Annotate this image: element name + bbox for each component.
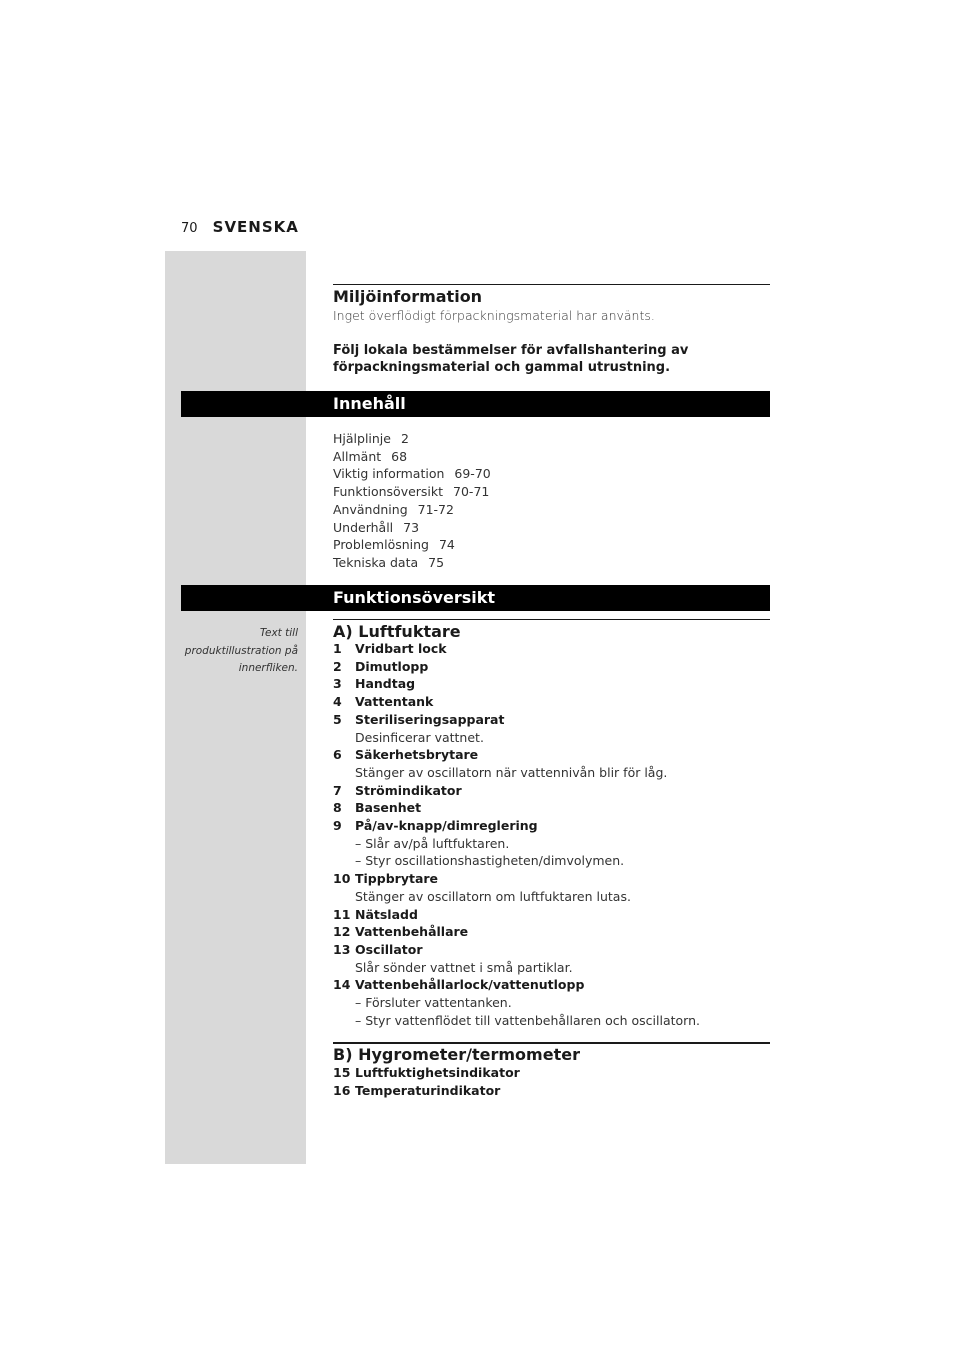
toc-label: Tekniska data <box>333 554 419 570</box>
item-label: Oscillator <box>355 941 423 957</box>
toc-page: 73 <box>403 519 420 535</box>
list-item <box>333 1064 520 1082</box>
item-number: 16 <box>333 1082 351 1098</box>
item-description: Slår sönder vattnet i små partiklar. <box>355 959 573 975</box>
item-number: 12 <box>333 924 351 940</box>
item-number: 3 <box>333 676 342 692</box>
item-number: 8 <box>333 800 342 816</box>
toc-page: 70-71 <box>453 484 490 500</box>
item-number: 4 <box>333 694 342 710</box>
item-description: Stänger av oscillatorn om luftfuktaren lutas. <box>355 888 631 904</box>
item-label: På/av-knapp/dimreglering <box>355 818 538 834</box>
toc-label: Användning <box>333 501 408 517</box>
list-item <box>333 923 700 941</box>
section-rule <box>333 284 770 285</box>
toc-item <box>333 519 491 537</box>
item-number: 7 <box>333 782 342 798</box>
list-item <box>333 658 700 676</box>
item-number: 6 <box>333 747 342 763</box>
section-a-list <box>333 640 700 1029</box>
item-label: Tippbrytare <box>355 871 439 887</box>
item-description: – Slår av/på luftfuktaren. <box>355 835 510 851</box>
item-number: 13 <box>333 941 351 957</box>
toc-item <box>333 536 491 554</box>
item-label: Nätsladd <box>355 906 418 922</box>
toc-page: 69-70 <box>454 466 491 482</box>
item-label: Vridbart lock <box>355 641 447 656</box>
miljo-text: Inget överflödigt förpackningsmaterial har använts. <box>333 308 655 323</box>
item-description: Stänger av oscillatorn när vattennivån blir för låg. <box>355 764 668 780</box>
item-description: – Styr vattenflödet till vattenbehållaren och oscillatorn. <box>355 1012 700 1028</box>
side-note-line: Text till <box>259 627 298 639</box>
list-item <box>333 906 700 924</box>
section-rule <box>333 619 770 620</box>
toc-label: Allmänt <box>333 448 382 464</box>
item-description: – Försluter vattentanken. <box>355 995 512 1011</box>
item-number: 14 <box>333 977 351 993</box>
list-item <box>333 976 700 1029</box>
item-label: Vattenbehållarlock/vattenutlopp <box>355 977 585 993</box>
toc-item <box>333 430 491 448</box>
side-note <box>180 625 298 678</box>
list-item <box>333 746 700 781</box>
page-number: 70 <box>181 221 198 236</box>
item-label: Vattenbehållare <box>355 924 469 940</box>
section-a-title: A) Luftfuktare <box>333 622 461 641</box>
side-note-line: innerfliken. <box>238 662 298 674</box>
toc-page: 75 <box>428 554 445 570</box>
item-label: Handtag <box>355 676 416 692</box>
toc-label: Problemlösning <box>333 537 429 553</box>
list-item <box>333 640 700 658</box>
item-description: – Styr oscillationshastigheten/dimvolymen. <box>355 853 625 869</box>
list-item <box>333 675 700 693</box>
toc-label: Viktig information <box>333 466 445 482</box>
item-label: Temperaturindikator <box>355 1082 501 1098</box>
toc-item <box>333 501 491 519</box>
list-item <box>333 1082 520 1100</box>
item-label: Dimutlopp <box>355 658 429 674</box>
innehall-title: Innehåll <box>333 394 406 413</box>
margin-column <box>165 251 306 1164</box>
item-number: 5 <box>333 711 342 727</box>
toc-page: 71-72 <box>417 501 454 517</box>
list-item <box>333 870 700 905</box>
item-label: Vattentank <box>355 694 434 710</box>
item-number: 15 <box>333 1065 351 1080</box>
toc-label: Hjälplinje <box>333 431 391 446</box>
miljo-bold-note: Följ lokala bestämmelser för avfallshantering av förpackningsmaterial och gammal utrustning. <box>333 343 689 375</box>
item-number: 10 <box>333 871 351 887</box>
item-label: Steriliseringsapparat <box>355 711 505 727</box>
toc-item <box>333 448 491 466</box>
table-of-contents <box>333 430 491 572</box>
page-header <box>181 217 299 236</box>
item-label: Strömindikator <box>355 782 462 798</box>
item-label: Basenhet <box>355 800 422 816</box>
section-b-title: B) Hygrometer/termometer <box>333 1045 580 1064</box>
toc-page: 74 <box>438 537 455 553</box>
funktion-title: Funktionsöversikt <box>333 588 496 607</box>
list-item <box>333 693 700 711</box>
item-number: 2 <box>333 658 342 674</box>
toc-page: 2 <box>400 431 409 446</box>
list-item <box>333 711 700 746</box>
item-label: Luftfuktighetsindikator <box>355 1065 520 1080</box>
toc-item <box>333 465 491 483</box>
miljo-title: Miljöinformation <box>333 287 483 306</box>
toc-item <box>333 554 491 572</box>
list-item <box>333 941 700 976</box>
toc-label: Funktionsöversikt <box>333 484 444 500</box>
toc-label: Underhåll <box>333 519 394 535</box>
item-description: Desinficerar vattnet. <box>355 729 484 745</box>
item-number: 9 <box>333 818 342 834</box>
side-note-line: produktillustration på <box>184 644 298 657</box>
item-number: 11 <box>333 906 351 922</box>
item-number: 1 <box>333 641 342 656</box>
toc-item <box>333 483 491 501</box>
list-item <box>333 799 700 817</box>
list-item <box>333 782 700 800</box>
list-item <box>333 817 700 870</box>
innehall-bar <box>181 391 770 417</box>
section-b-list <box>333 1064 520 1099</box>
section-rule <box>333 1042 770 1044</box>
toc-page: 68 <box>391 448 408 464</box>
language-label: SVENSKA <box>212 218 299 236</box>
item-label: Säkerhetsbrytare <box>355 747 479 763</box>
funktion-bar <box>181 585 770 611</box>
